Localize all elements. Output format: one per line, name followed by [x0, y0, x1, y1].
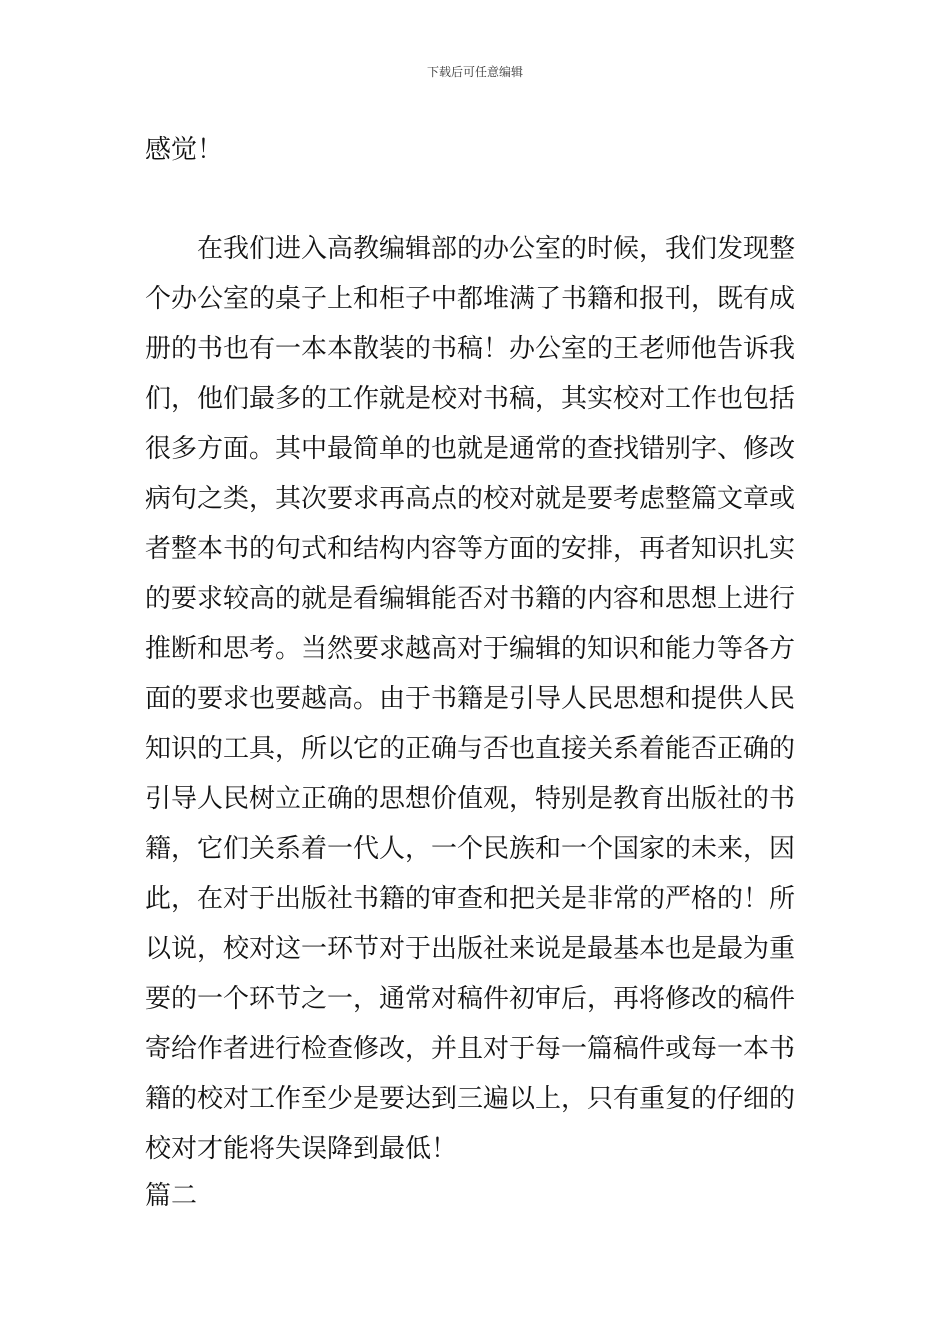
page-header: 下载后可任意编辑 — [426, 65, 523, 79]
text-line: 个办公室的桌子上和柜子中都堆满了书籍和报刊，既有成 — [145, 284, 796, 314]
text-line: 册的书也有一本本散装的书稿！办公室的王老师他告诉我 — [145, 334, 796, 364]
text-line: 们，他们最多的工作就是校对书稿，其实校对工作也包括 — [145, 384, 796, 414]
text-line: 寄给作者进行检查修改，并且对于每一篇稿件或每一本书 — [145, 1034, 796, 1064]
text-line: 引导人民树立正确的思想价值观，特别是教育出版社的书 — [145, 784, 796, 814]
text-line: 校对才能将失误降到最低！ — [145, 1134, 458, 1164]
text-line: 的要求较高的就是看编辑能否对书籍的内容和思想上进行 — [145, 584, 796, 614]
text-line: 病句之类，其次要求再高点的校对就是要考虑整篇文章或 — [145, 484, 796, 514]
text-line: 籍，它们关系着一代人，一个民族和一个国家的未来，因 — [145, 834, 796, 864]
text-line: 要的一个环节之一，通常对稿件初审后，再将修改的稿件 — [145, 984, 796, 1014]
text-line: 以说，校对这一环节对于出版社来说是最基本也是最为重 — [145, 934, 796, 964]
text-line: 此，在对于出版社书籍的审查和把关是非常的严格的！所 — [145, 884, 796, 914]
text-line: 知识的工具，所以它的正确与否也直接关系着能否正确的 — [145, 734, 796, 764]
text-line: 很多方面。其中最简单的也就是通常的查找错别字、修改 — [145, 434, 796, 464]
text-line: 面的要求也要越高。由于书籍是引导人民思想和提供人民 — [145, 684, 796, 714]
text-line: 感觉！ — [145, 135, 224, 165]
text-line: 推断和思考。当然要求越高对于编辑的知识和能力等各方 — [145, 634, 796, 664]
text-line: 者整本书的句式和结构内容等方面的安排，再者知识扎实 — [145, 534, 796, 564]
text-line: 籍的校对工作至少是要达到三遍以上，只有重复的仔细的 — [145, 1084, 796, 1114]
text-line: 在我们进入高教编辑部的办公室的时候，我们发现整 — [197, 234, 796, 264]
section-heading: 篇二 — [145, 1181, 198, 1211]
